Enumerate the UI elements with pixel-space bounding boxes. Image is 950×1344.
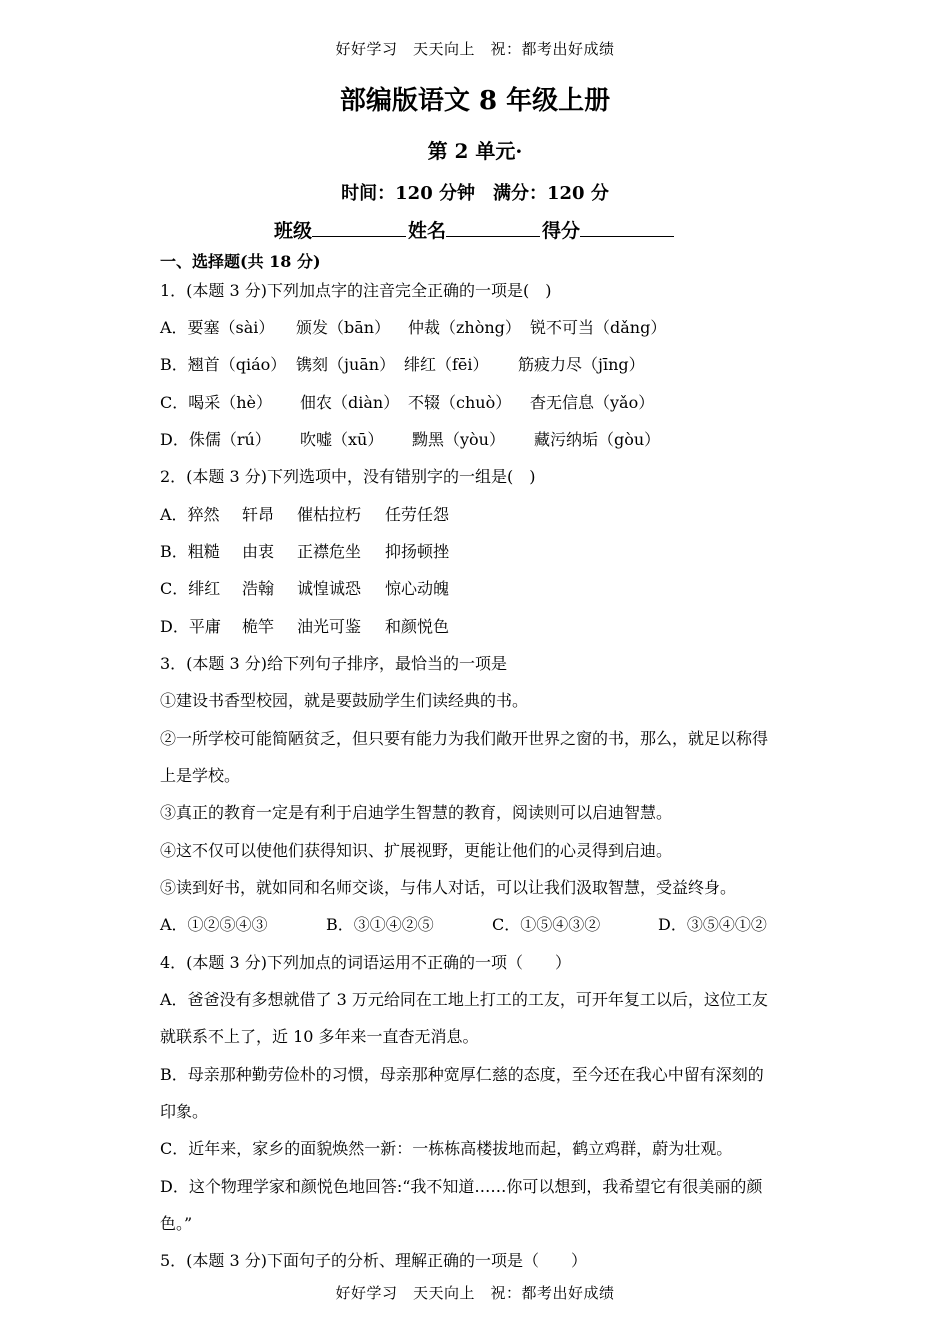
- option-item: B．粗糙: [160, 542, 220, 561]
- question-2-option-c: [160, 579, 449, 599]
- option-item: 绯红（fēi）: [404, 355, 489, 374]
- option-item: D．侏儒（rú）: [160, 430, 271, 449]
- option-c: C．①⑤④③②: [492, 915, 601, 934]
- question-4-stem: 4．(本题 3 分)下列加点的词语运用不正确的一项（ ）: [160, 953, 572, 972]
- question-4-option-c: C．近年来，家乡的面貌焕然一新：一栋栋高楼拔地而起，鹤立鸡群，蔚为壮观。: [160, 1139, 733, 1158]
- name-label: 姓名: [407, 220, 446, 242]
- class-label: 班级: [273, 220, 312, 242]
- question-3-sentence-2: ②一所学校可能简陋贫乏，但只要有能力为我们敞开世界之窗的书，那么，就足以称得: [160, 729, 769, 748]
- question-2-stem: 2．(本题 3 分)下列选项中，没有错别字的一组是( ): [160, 467, 536, 486]
- unit-heading: 第 2 单元·: [427, 139, 523, 163]
- page-title: 部编版语文 8 年级上册: [339, 86, 611, 116]
- time-info: 时间：120 分钟 满分：120 分: [341, 183, 609, 204]
- option-item: 催枯拉朽: [297, 505, 362, 524]
- question-3-stem: 3．(本题 3 分)给下列句子排序，最恰当的一项是: [160, 654, 508, 673]
- option-item: 轩昂: [242, 505, 275, 524]
- class-blank[interactable]: [312, 217, 406, 237]
- option-item: 颁发（bān）: [296, 318, 391, 337]
- option-item: C．绯红: [160, 579, 221, 598]
- option-item: 藏污纳垢（gòu）: [534, 430, 661, 449]
- option-item: D．平庸: [160, 617, 221, 636]
- question-3-sentence-2-cont: 上是学校。: [160, 766, 241, 785]
- option-item: 杳无信息（yǎo）: [530, 393, 655, 412]
- option-item: 佃农（diàn）: [300, 393, 400, 412]
- option-item: 锐不可当（dǎng）: [530, 318, 667, 337]
- option-item: C．喝采（hè）: [160, 393, 273, 412]
- option-item: 由衷: [242, 542, 275, 561]
- option-d: D．③⑤④①②: [658, 915, 767, 934]
- question-1-stem: 1．(本题 3 分)下列加点字的注音完全正确的一项是( ): [160, 281, 552, 300]
- score-label: 得分: [542, 220, 581, 242]
- option-item: 吹嘘（xū）: [300, 430, 384, 449]
- question-2-option-d: [160, 617, 449, 637]
- question-3-sentence-1: ①建设书香型校园，就是要鼓励学生们读经典的书。: [160, 691, 529, 710]
- question-4-option-a: A．爸爸没有多想就借了 3 万元给同在工地上打工的工友，可开年复工以后，这位工友: [160, 990, 768, 1009]
- question-1-option-a: [160, 318, 666, 338]
- option-item: 镌刻（juān）: [296, 355, 396, 374]
- question-3-sentence-3: ③真正的教育一定是有利于启迪学生智慧的教育，阅读则可以启迪智慧。: [160, 803, 673, 822]
- option-a: A．①②⑤④③: [160, 915, 268, 934]
- option-b: B．③①④②⑤: [326, 915, 434, 934]
- question-3-options: [160, 915, 767, 935]
- option-item: 和颜悦色: [385, 617, 450, 636]
- question-4-option-d: D．这个物理学家和颜悦色地回答:“我不知道……你可以想到，我希望它有很美丽的颜: [160, 1177, 763, 1196]
- option-item: 正襟危坐: [297, 542, 362, 561]
- question-1-option-d: [160, 430, 660, 450]
- question-5-stem: 5．(本题 3 分)下面句子的分析、理解正确的一项是（ ）: [160, 1251, 588, 1270]
- page-header: 好好学习 天天向上 祝：都考出好成绩: [335, 40, 615, 58]
- option-item: 任劳任怨: [385, 505, 450, 524]
- option-item: 惊心动魄: [385, 579, 450, 598]
- page-footer: 好好学习 天天向上 祝：都考出好成绩: [335, 1284, 615, 1302]
- option-item: 黝黑（yòu）: [412, 430, 505, 449]
- question-4-option-b-cont: 印象。: [160, 1102, 209, 1121]
- name-blank[interactable]: [446, 217, 540, 237]
- option-item: A．猝然: [160, 505, 220, 524]
- section-heading: 一、选择题(共 18 分): [160, 252, 321, 271]
- question-4-option-d-cont: 色。”: [160, 1214, 193, 1233]
- option-item: A．要塞（sài）: [160, 318, 275, 337]
- score-blank[interactable]: [580, 217, 674, 237]
- option-item: 浩翰: [242, 579, 275, 598]
- question-1-option-b: [160, 355, 645, 375]
- question-2-option-b: [160, 542, 449, 562]
- question-3-sentence-4: ④这不仅可以使他们获得知识、扩展视野，更能让他们的心灵得到启迪。: [160, 841, 673, 860]
- question-3-sentence-5: ⑤读到好书，就如同和名师交谈，与伟人对话，可以让我们汲取智慧，受益终身。: [160, 878, 737, 897]
- question-1-option-c: [160, 393, 654, 413]
- option-item: 不辍（chuò）: [408, 393, 512, 412]
- option-item: 仲裁（zhòng）: [408, 318, 521, 337]
- option-item: 诚惶诚恐: [297, 579, 362, 598]
- option-item: 桅竿: [242, 617, 275, 636]
- option-item: B．翘首（qiáo）: [160, 355, 287, 374]
- question-4-option-a-cont: 就联系不上了，近 10 多年来一直杳无消息。: [160, 1027, 479, 1046]
- question-4-option-b: B．母亲那种勤劳俭朴的习惯，母亲那种宽厚仁慈的态度，至今还在我心中留有深刻的: [160, 1065, 764, 1084]
- option-item: 油光可鉴: [297, 617, 362, 636]
- option-item: 抑扬顿挫: [385, 542, 450, 561]
- student-info-row: [0, 216, 950, 243]
- option-item: 筋疲力尽（jīng）: [518, 355, 645, 374]
- question-2-option-a: [160, 505, 449, 525]
